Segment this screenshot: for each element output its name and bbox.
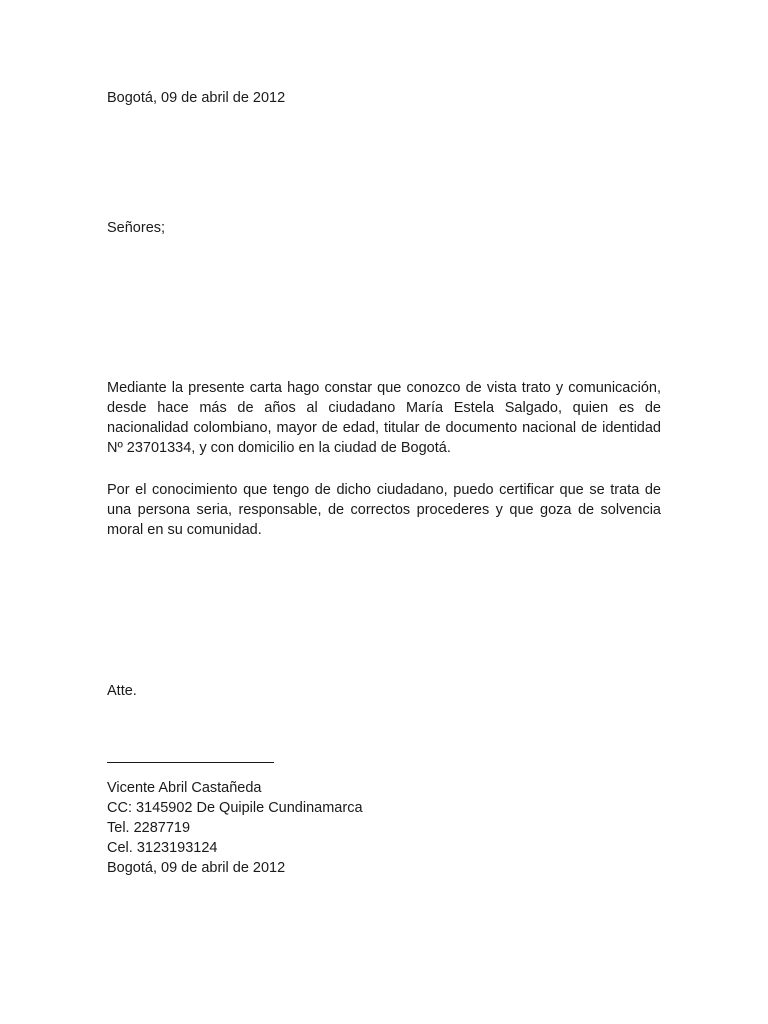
signer-phone: Tel. 2287719 [107, 820, 191, 836]
signer-name: Vicente Abril Castañeda [107, 780, 262, 796]
body-paragraph-2-container [107, 480, 661, 540]
signer-id: CC: 3145902 De Quipile Cundinamarca [107, 800, 363, 816]
salutation: Señores; [107, 220, 166, 236]
body-paragraph-1-container [107, 378, 661, 458]
date-line: Bogotá, 09 de abril de 2012 [107, 90, 286, 106]
signature-line [107, 762, 274, 763]
signer-cellphone: Cel. 3123193124 [107, 840, 218, 856]
signer-place-date: Bogotá, 09 de abril de 2012 [107, 860, 286, 876]
body-paragraph-1: Mediante la presente carta hago constar que conozco de vista trato y comunicación, desde hace más de años al ciudadano María Estela Salgado, quien es de nacionalidad colombiano, mayor de edad, titular de documento nacional de identidad Nº 23701334, y con domicilio en la ciudad de Bogotá. [107, 380, 661, 456]
body-paragraph-2: Por el conocimiento que tengo de dicho ciudadano, puedo certificar que se trata de una persona seria, responsable, de correctos procederes y que goza de solvencia moral en su comunidad. [107, 482, 661, 538]
closing: Atte. [107, 683, 137, 699]
signature-block [107, 778, 363, 878]
